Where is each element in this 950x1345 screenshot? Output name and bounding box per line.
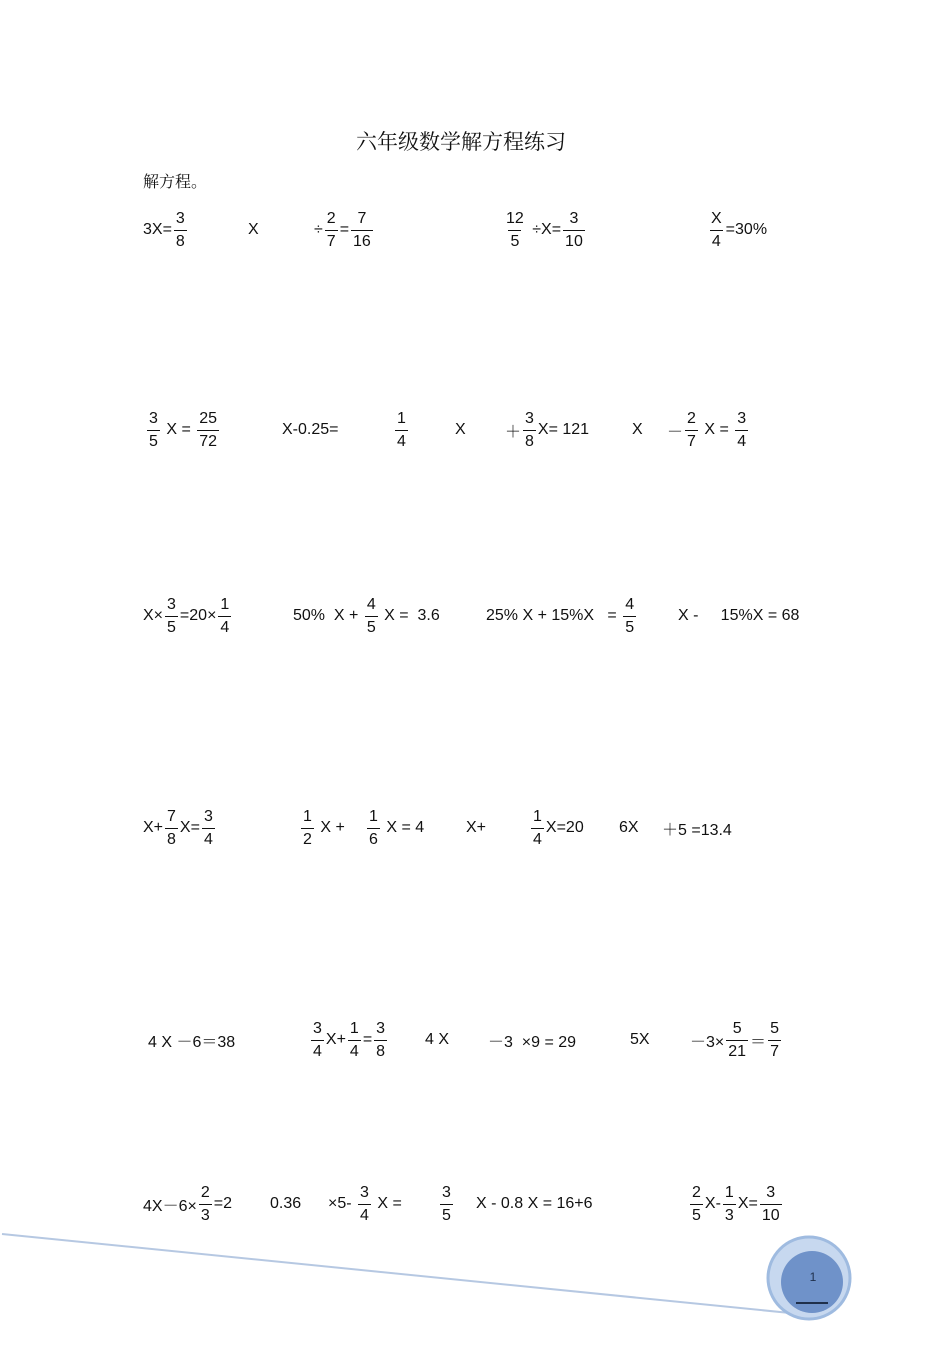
fraction-denominator: 4 — [358, 1204, 371, 1224]
equation-segment — [476, 1178, 593, 1230]
equation-text: 3X= — [143, 221, 172, 238]
equation-text: X= — [179, 819, 200, 836]
fraction — [218, 597, 231, 636]
fraction — [325, 211, 338, 250]
fraction-numerator: 3 — [203, 807, 213, 825]
equation-segment — [486, 590, 638, 642]
fraction — [365, 597, 378, 636]
fraction-numerator: 3 — [149, 409, 158, 427]
equation-text: X = — [161, 421, 196, 438]
fraction — [523, 411, 536, 450]
fraction-denominator: 10 — [563, 230, 585, 250]
equation-segment — [662, 802, 732, 854]
equation-segment — [143, 590, 233, 642]
fraction-numerator: 3 — [175, 209, 185, 227]
fraction — [531, 809, 544, 848]
fraction-denominator: 4 — [395, 430, 408, 450]
equation-text: X-0.25= — [282, 421, 339, 438]
fraction — [395, 411, 408, 450]
fraction-numerator: 1 — [533, 807, 542, 825]
equation-text: 25% X + 15%X = — [486, 607, 622, 624]
page-title: 六年级数学解方程练习 — [356, 130, 566, 154]
page-number: 1 — [809, 1270, 817, 1284]
equation-segment — [690, 1014, 783, 1066]
equation-text: = — [362, 1031, 373, 1048]
fraction — [165, 597, 178, 636]
equation-text: X — [455, 421, 466, 438]
equation-segment — [438, 1178, 455, 1230]
equation-segment — [488, 1014, 576, 1066]
equation-text: 4 X －6＝38 — [148, 1033, 236, 1051]
fraction-denominator: 5 — [623, 616, 636, 636]
equation-text: ＝ — [750, 1033, 767, 1051]
fraction — [440, 1185, 453, 1224]
equation-segment — [282, 404, 338, 456]
fraction — [348, 1021, 361, 1060]
fraction-denominator: 5 — [147, 430, 160, 450]
fraction-denominator: 4 — [311, 1040, 324, 1060]
equation-segment — [529, 802, 584, 854]
fraction-denominator: 5 — [440, 1204, 453, 1224]
fraction-numerator: 3 — [569, 209, 579, 227]
equation-text: X- — [704, 1195, 721, 1212]
equation-text: X — [248, 221, 259, 238]
fraction-denominator: 8 — [523, 430, 536, 450]
fraction-denominator: 4 — [710, 230, 723, 250]
equation-segment — [667, 404, 750, 456]
equation-segment — [619, 802, 639, 854]
fraction-denominator: 10 — [760, 1204, 782, 1224]
fraction — [174, 211, 187, 250]
equation-segment — [365, 802, 424, 854]
fraction-numerator: 1 — [369, 807, 378, 825]
equation-segment — [270, 1178, 301, 1230]
equation-text: －3× — [690, 1033, 725, 1051]
fraction-denominator: 72 — [197, 430, 219, 450]
equation-segment — [143, 204, 189, 256]
instruction-text: 解方程。 — [143, 172, 208, 191]
equation-segment — [393, 404, 410, 456]
fraction-denominator: 8 — [374, 1040, 387, 1060]
fraction-denominator: 7 — [325, 230, 338, 250]
fraction-denominator: 7 — [685, 430, 698, 450]
fraction-numerator: 7 — [357, 209, 367, 227]
equation-text: ÷ — [314, 221, 323, 238]
fraction — [358, 1185, 371, 1224]
equation-text: X=20 — [545, 819, 584, 836]
equation-segment — [145, 404, 221, 456]
equation-segment — [299, 802, 349, 854]
fraction-denominator: 3 — [199, 1204, 212, 1224]
fraction — [311, 1021, 324, 1060]
equation-segment — [314, 204, 375, 256]
fraction-denominator: 7 — [768, 1040, 781, 1060]
equation-text: 6X — [619, 819, 639, 836]
fraction-denominator: 8 — [165, 828, 178, 848]
fraction — [301, 809, 314, 848]
fraction — [760, 1185, 782, 1224]
equation-text: X= 121 — [537, 421, 590, 438]
fraction — [504, 211, 526, 250]
equation-segment — [678, 590, 799, 642]
fraction-numerator: 3 — [737, 409, 747, 427]
fraction — [351, 211, 373, 250]
equation-text: X× — [143, 607, 164, 624]
equation-text: X+ — [143, 819, 164, 836]
fraction — [726, 1021, 748, 1060]
equation-segment — [328, 1178, 406, 1230]
equation-text: ÷X= — [527, 221, 562, 238]
equation-text: 0.36 — [270, 1195, 302, 1212]
equation-text: 4X－6× — [143, 1197, 197, 1215]
fraction-numerator: 2 — [200, 1183, 210, 1201]
equation-text: ＋5 =13.4 — [662, 821, 732, 839]
fraction-numerator: 3 — [360, 1183, 369, 1201]
equation-text: X+ — [466, 819, 487, 836]
fraction-numerator: 3 — [766, 1183, 776, 1201]
fraction-numerator: 1 — [303, 807, 312, 825]
equation-text: X — [632, 421, 643, 438]
fraction-numerator: 7 — [167, 807, 176, 825]
fraction-numerator: X — [711, 209, 722, 227]
fraction-numerator: 2 — [326, 209, 336, 227]
equation-text: 5X — [630, 1031, 650, 1048]
fraction-numerator: 12 — [506, 209, 524, 227]
equation-text: X - 15%X = 68 — [678, 607, 800, 624]
fraction-denominator: 4 — [735, 430, 748, 450]
equation-text: X = 4 — [381, 819, 425, 836]
equation-segment — [455, 404, 466, 456]
equation-segment — [143, 1178, 232, 1230]
equation-text: － — [667, 423, 684, 441]
fraction-denominator: 4 — [531, 828, 544, 848]
equation-text: －3 ×9 = 29 — [488, 1033, 577, 1051]
fraction-numerator: 5 — [732, 1019, 742, 1037]
fraction-denominator: 21 — [726, 1040, 748, 1060]
fraction-numerator: 25 — [199, 409, 218, 427]
equation-text: X+ — [325, 1031, 346, 1048]
footer-line — [2, 1234, 800, 1314]
fraction — [563, 211, 585, 250]
equation-text: X + — [315, 819, 350, 836]
fraction-numerator: 4 — [366, 595, 376, 613]
fraction-denominator: 4 — [348, 1040, 361, 1060]
equation-text: X = 3.6 — [379, 607, 440, 624]
fraction — [623, 597, 636, 636]
fraction — [374, 1021, 387, 1060]
fraction-denominator: 4 — [202, 828, 215, 848]
fraction — [709, 211, 724, 250]
fraction — [690, 1185, 703, 1224]
fraction-denominator: 8 — [174, 230, 187, 250]
equation-text: 4 X — [425, 1031, 450, 1048]
equation-segment — [466, 802, 486, 854]
equation-text: = — [339, 221, 350, 238]
equation-segment — [148, 1014, 235, 1066]
fraction-denominator: 5 — [365, 616, 378, 636]
equation-text: X = — [699, 421, 734, 438]
fraction-denominator: 3 — [723, 1204, 736, 1224]
fraction — [723, 1185, 736, 1224]
equation-text: =30% — [725, 221, 768, 238]
fraction-numerator: 2 — [687, 409, 696, 427]
fraction — [199, 1185, 212, 1224]
fraction-numerator: 1 — [724, 1183, 734, 1201]
equation-segment — [425, 1014, 449, 1066]
fraction-numerator: 1 — [397, 409, 406, 427]
equation-text: =2 — [213, 1195, 232, 1212]
equation-segment — [707, 204, 767, 256]
fraction-numerator: 3 — [313, 1019, 322, 1037]
fraction-denominator: 16 — [351, 230, 373, 250]
fraction-denominator: 5 — [508, 230, 521, 250]
fraction — [202, 809, 215, 848]
fraction-numerator: 3 — [525, 409, 534, 427]
equation-segment — [248, 204, 259, 256]
fraction — [197, 411, 219, 450]
equation-text: 50% X + — [293, 607, 363, 624]
fraction-numerator: 3 — [376, 1019, 386, 1037]
equation-segment — [309, 1014, 389, 1066]
equation-text: X = — [372, 1195, 407, 1212]
equation-text: ＋ — [505, 423, 522, 441]
fraction-numerator: 2 — [692, 1183, 701, 1201]
fraction — [165, 809, 178, 848]
fraction — [685, 411, 698, 450]
fraction — [367, 809, 380, 848]
equation-segment — [505, 404, 589, 456]
fraction-denominator: 5 — [165, 616, 178, 636]
fraction-denominator: 2 — [301, 828, 314, 848]
fraction-numerator: 3 — [442, 1183, 451, 1201]
fraction-numerator: 1 — [349, 1019, 359, 1037]
equation-segment — [143, 802, 217, 854]
fraction-denominator: 4 — [218, 616, 231, 636]
fraction — [768, 1021, 781, 1060]
fraction — [735, 411, 748, 450]
fraction-numerator: 3 — [167, 595, 176, 613]
fraction — [147, 411, 160, 450]
equation-text: X= — [737, 1195, 758, 1212]
fraction-numerator: 1 — [220, 595, 230, 613]
fraction-denominator: 6 — [367, 828, 380, 848]
equation-text: =20× — [179, 607, 217, 624]
equation-segment — [293, 590, 440, 642]
equation-text: X - 0.8 X = 16+6 — [476, 1195, 593, 1212]
footer-decoration — [0, 1225, 950, 1345]
equation-segment — [630, 1014, 650, 1066]
equation-segment — [688, 1178, 784, 1230]
fraction-denominator: 5 — [690, 1204, 703, 1224]
fraction-numerator: 5 — [770, 1019, 779, 1037]
fraction-numerator: 4 — [625, 595, 635, 613]
equation-segment — [502, 204, 587, 256]
equation-segment — [632, 404, 643, 456]
equation-text: ×5- — [328, 1195, 357, 1212]
